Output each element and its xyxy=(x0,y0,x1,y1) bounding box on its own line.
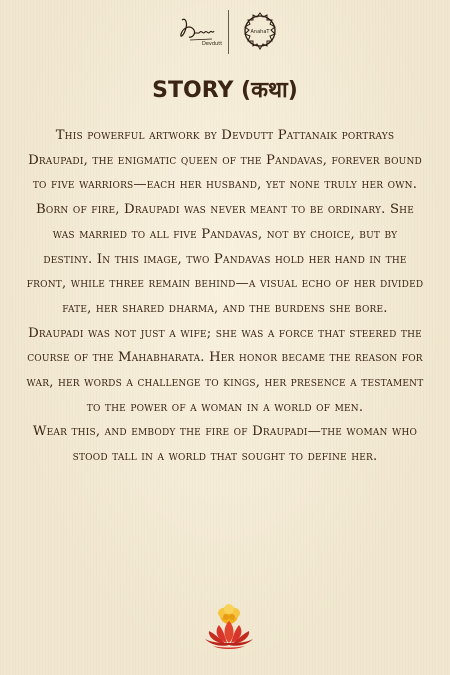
page-title: STORY (कथा) xyxy=(152,78,298,103)
header-divider xyxy=(228,10,229,54)
story-paragraph-4: Wear this, and embody the fire of Draupadi—the woman who stood tall in a world that sought to define her. xyxy=(32,424,418,465)
header xyxy=(0,10,450,54)
svg-text:Devdutt: Devdutt xyxy=(202,41,223,47)
story-text xyxy=(26,124,424,470)
lotus-flame-icon xyxy=(201,603,257,653)
story-paragraph-1: This powerful artwork by Devdutt Pattanaik portrays Draupadi, the enigmatic queen of the Pandavas, forever bound to five warriors—each her husband, yet none truly her own. xyxy=(28,128,422,193)
story-paragraph-3: Draupadi was not just a wife; she was a force that steered the course of the Mahabharata. Her honor became the reason for war, her words a challenge to kings, her presence a testament to the power of a woman in a world of men. xyxy=(26,325,424,415)
svg-text:AnahaT: AnahaT xyxy=(250,29,270,35)
devdutt-signature-logo xyxy=(176,14,223,48)
lotus-icon xyxy=(205,621,253,649)
anahat-logo xyxy=(240,11,280,51)
story-paragraph-2: Born of fire, Draupadi was never meant to be ordinary. She was married to all five Pandavas, not by choice, but by destiny. In this image, two Pandavas hold her hand in the front, while three remain behind—a visual echo of her divided fate, her shared dharma, and the burdens she bore. xyxy=(26,202,424,316)
